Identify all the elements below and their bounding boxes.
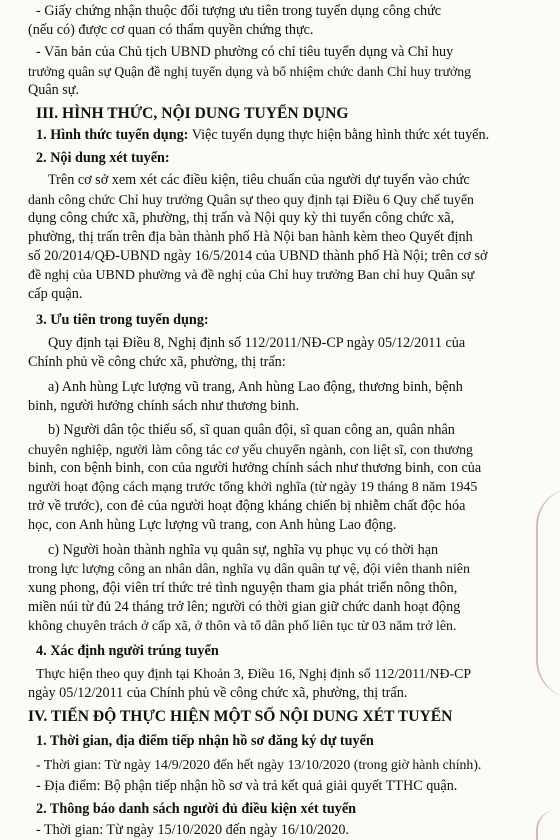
seal-stamp-edge [536,488,560,698]
text-line: - Thời gian: Từ ngày 14/9/2020 đến hết ngày 13/10/2020 (trong giờ hành chính). [36,757,482,772]
text-line: Việc tuyển dụng thực hiện bằng hình thức xét tuyển. [188,127,490,143]
subheading: 2. Nội dung xét tuyển: [36,150,170,166]
text-line: miền núi từ đủ 24 tháng trở lên; người có thời gian giữ chức danh hoạt động [28,599,461,615]
text-line: xung phong, đội viên trí thức trẻ tình nguyện tham gia phát triển nông thôn, [28,580,458,596]
subheading: 2. Thông báo danh sách người đủ điều kiện xét tuyển [36,801,357,817]
text-line: chuyên nghiệp, người làm công tác cơ yếu chuyển ngành, con liệt sĩ, con thương [28,442,473,457]
text-line: phường, thị trấn trên địa bàn thành phố Hà Nội ban hành kèm theo Quyết định [28,229,473,245]
text-line: b) Người dân tộc thiểu số, sĩ quan quân đội, sĩ quan công an, quân nhân [48,422,455,438]
subheading: 1. Thời gian, địa điểm tiếp nhận hồ sơ đăng ký dự tuyển [36,733,374,749]
text-line: người hoạt động cách mạng trước tổng khởi nghĩa (từ ngày 19 tháng 8 năm 1945 [28,480,478,495]
text-line: Quy định tại Điều 8, Nghị định số 112/2011/NĐ-CP ngày 05/12/2011 của [48,335,466,351]
section-heading: III. HÌNH THỨC, NỘI DUNG TUYỂN DỤNG [36,105,349,122]
subheading: 1. Hình thức tuyển dụng: [36,127,189,143]
text-line: số 20/2014/QĐ-UBND ngày 16/5/2014 của UBND thành phố Hà Nội; trên cơ sở [28,248,488,264]
text-line: cấp quận. [28,286,83,302]
subheading: 4. Xác định người trúng tuyển [36,643,219,659]
text-line: trở về trước), con đẻ của người hoạt động kháng chiến bị nhiễm chất độc hóa [28,498,466,514]
text-line: Trên cơ sở xem xét các điều kiện, tiêu chuẩn của người dự tuyển vào chức [48,172,470,188]
text-line: a) Anh hùng Lực lượng vũ trang, Anh hùng Lao động, thương binh, bệnh [48,379,463,395]
text-line: không chuyên trách ở cấp xã, ở thôn và tổ dân phố liên tục từ 03 năm trở lên. [28,619,457,634]
text-line: binh, con bệnh binh, con của người hưởng chính sách như thương binh, con của [28,460,482,476]
text-line: dụng công chức xã, phường, thị trấn và Nội quy kỳ thi tuyển công chức xã, [28,210,455,226]
text-line: (nếu có) được cơ quan có thẩm quyền chứng thực. [28,22,314,38]
text-line: c) Người hoàn thành nghĩa vụ quân sự, nghĩa vụ phục vụ có thời hạn [48,542,439,558]
text-line: - Thời gian: Từ ngày 15/10/2020 đến ngày 16/10/2020. [36,822,349,838]
text-line: danh công chức Chỉ huy trưởng Quân sự theo quy định tại Điều 6 Quy chế tuyển [28,192,474,207]
subheading: 3. Ưu tiên trong tuyển dụng: [36,312,209,328]
text-line: - Địa điểm: Bộ phận tiếp nhận hồ sơ và trả kết quả giải quyết TTHC quận. [36,778,458,794]
text-line [36,126,548,145]
section-heading: IV. TIẾN ĐỘ THỰC HIỆN MỘT SỐ NỘI DUNG XÉT TUYỂN [28,708,453,725]
text-line: trưởng quân sự Quận đề nghị tuyển dụng và bổ nhiệm chức danh Chỉ huy trưởng [28,64,471,79]
text-line: đề nghị của UBND phường và đề nghị của Chỉ huy trưởng Ban chỉ huy Quân sự [28,268,475,283]
text-line: Chính phủ về công chức xã, phường, thị trấn: [28,354,286,370]
text-line: binh, người hưởng chính sách như thương binh. [28,398,300,414]
text-line: - Văn bản của Chủ tịch UBND phường có chỉ tiêu tuyển dụng và Chỉ huy [36,44,454,60]
text-line: - Giấy chứng nhận thuộc đối tượng ưu tiên trong tuyển dụng công chức [36,3,442,19]
text-line: Thực hiện theo quy định tại Khoản 3, Điều 16, Nghị định số 112/2011/NĐ-CP [36,667,472,682]
text-line: ngày 05/12/2011 của Chính phủ về công chức xã, phường, thị trấn. [28,685,408,701]
text-line: trong lực lượng công an nhân dân, nghĩa vụ dân quân tự vệ, đội viên thanh niên [28,562,470,577]
text-line: Quân sự. [28,82,80,98]
text-line: học, con Anh hùng Lực lượng vũ trang, con Anh hùng Lao động. [28,517,397,533]
